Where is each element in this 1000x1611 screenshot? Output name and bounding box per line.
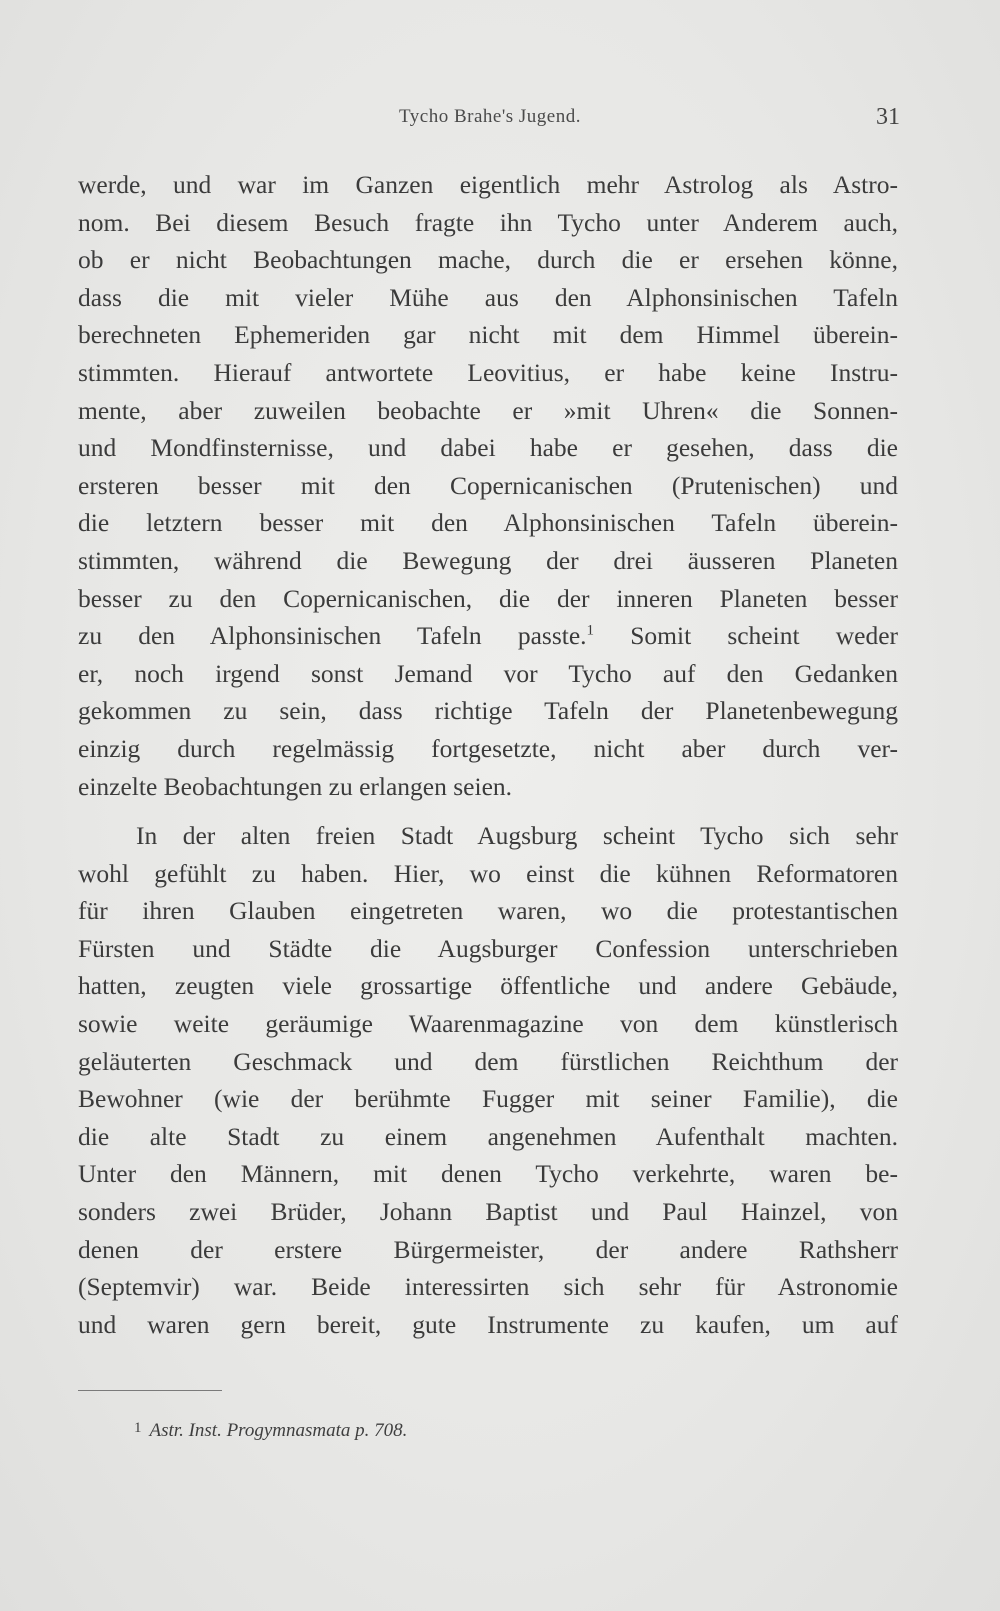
text-line: wohl gefühlt zu haben. Hier, wo einst die kühnen Reformatoren: [78, 858, 898, 888]
paragraph-gap: [78, 805, 898, 817]
text-line: die alte Stadt zu einem angenehmen Aufenthalt machten.: [78, 1121, 898, 1151]
text-line-with-footnote-ref: [78, 617, 898, 655]
text-line: sonders zwei Brüder, Johann Baptist und Paul Hainzel, von: [78, 1197, 898, 1227]
text-line: besser zu den Copernicanischen, die der inneren Planeten besser: [78, 583, 898, 613]
text-line: werde, und war im Ganzen eigentlich mehr Astrolog als Astro-: [78, 170, 898, 199]
text-segment: Somit scheint weder: [594, 621, 898, 651]
text-line: hatten, zeugten viele grossartige öffentliche und andere Gebäude,: [78, 971, 898, 1001]
text-line: einzelte Beobachtungen zu erlangen seien.: [78, 771, 513, 801]
text-line: gekommen zu sein, dass richtige Tafeln der Planetenbewegung: [78, 696, 898, 726]
text-line: Fürsten und Städte die Augsburger Confession unterschrieben: [78, 933, 898, 963]
text-segment: zu den Alphonsinischen Tafeln passte.: [78, 621, 587, 651]
text-line: die letztern besser mit den Alphonsinischen Tafeln überein-: [78, 508, 898, 538]
paragraph-1: [78, 166, 898, 805]
text-line: berechneten Ephemeriden gar nicht mit dem Himmel überein-: [78, 320, 898, 350]
text-line: denen der erstere Bürgermeister, der andere Rathsherr: [78, 1234, 898, 1264]
text-line: nom. Bei diesem Besuch fragte ihn Tycho unter Anderem auch,: [78, 207, 898, 237]
body-text: [78, 166, 898, 1343]
text-line: dass die mit vieler Mühe aus den Alphonsinischen Tafeln: [78, 282, 898, 312]
text-line: ob er nicht Beobachtungen mache, durch die er ersehen könne,: [78, 245, 898, 275]
footnote-text: Astr. Inst. Progymnasmata p. 708.: [149, 1420, 408, 1441]
text-line: (Septemvir) war. Beide interessirten sich sehr für Astronomie: [78, 1272, 898, 1302]
text-line: und waren gern bereit, gute Instrumente zu kaufen, um auf: [78, 1309, 898, 1339]
text-line: einzig durch regelmässig fortgesetzte, nicht aber durch ver-: [78, 733, 898, 763]
footnote-marker: 1: [134, 1420, 142, 1436]
text-line: stimmten, während die Bewegung der drei äusseren Planeten: [78, 545, 898, 575]
running-head: [0, 104, 1000, 134]
running-title: Tycho Brahe's Jugend.: [399, 106, 581, 127]
footnote-divider: [78, 1390, 222, 1391]
text-line: geläuterten Geschmack und dem fürstlichen Reichthum der: [78, 1046, 898, 1076]
page-number: 31: [876, 104, 900, 130]
footnote: [134, 1420, 407, 1442]
footnote-reference[interactable]: 1: [586, 622, 595, 639]
text-line: und Mondfinsternisse, und dabei habe er gesehen, dass die: [78, 433, 898, 463]
text-line: mente, aber zuweilen beobachte er »mit Uhren« die Sonnen-: [78, 395, 898, 425]
text-line: für ihren Glauben eingetreten waren, wo die protestantischen: [78, 896, 898, 926]
text-line: Bewohner (wie der berühmte Fugger mit seiner Familie), die: [78, 1084, 898, 1114]
text-line: er, noch irgend sonst Jemand vor Tycho auf den Gedanken: [78, 658, 898, 688]
text-line: In der alten freien Stadt Augsburg scheint Tycho sich sehr: [136, 821, 898, 851]
text-line: stimmten. Hierauf antwortete Leovitius, er habe keine Instru-: [78, 357, 898, 387]
text-line: Unter den Männern, mit denen Tycho verkehrte, waren be-: [78, 1159, 898, 1189]
text-line: ersteren besser mit den Copernicanischen (Prutenischen) und: [78, 470, 898, 500]
text-line: sowie weite geräumige Waarenmagazine von dem künstlerisch: [78, 1009, 898, 1039]
paragraph-2: [78, 817, 898, 1343]
